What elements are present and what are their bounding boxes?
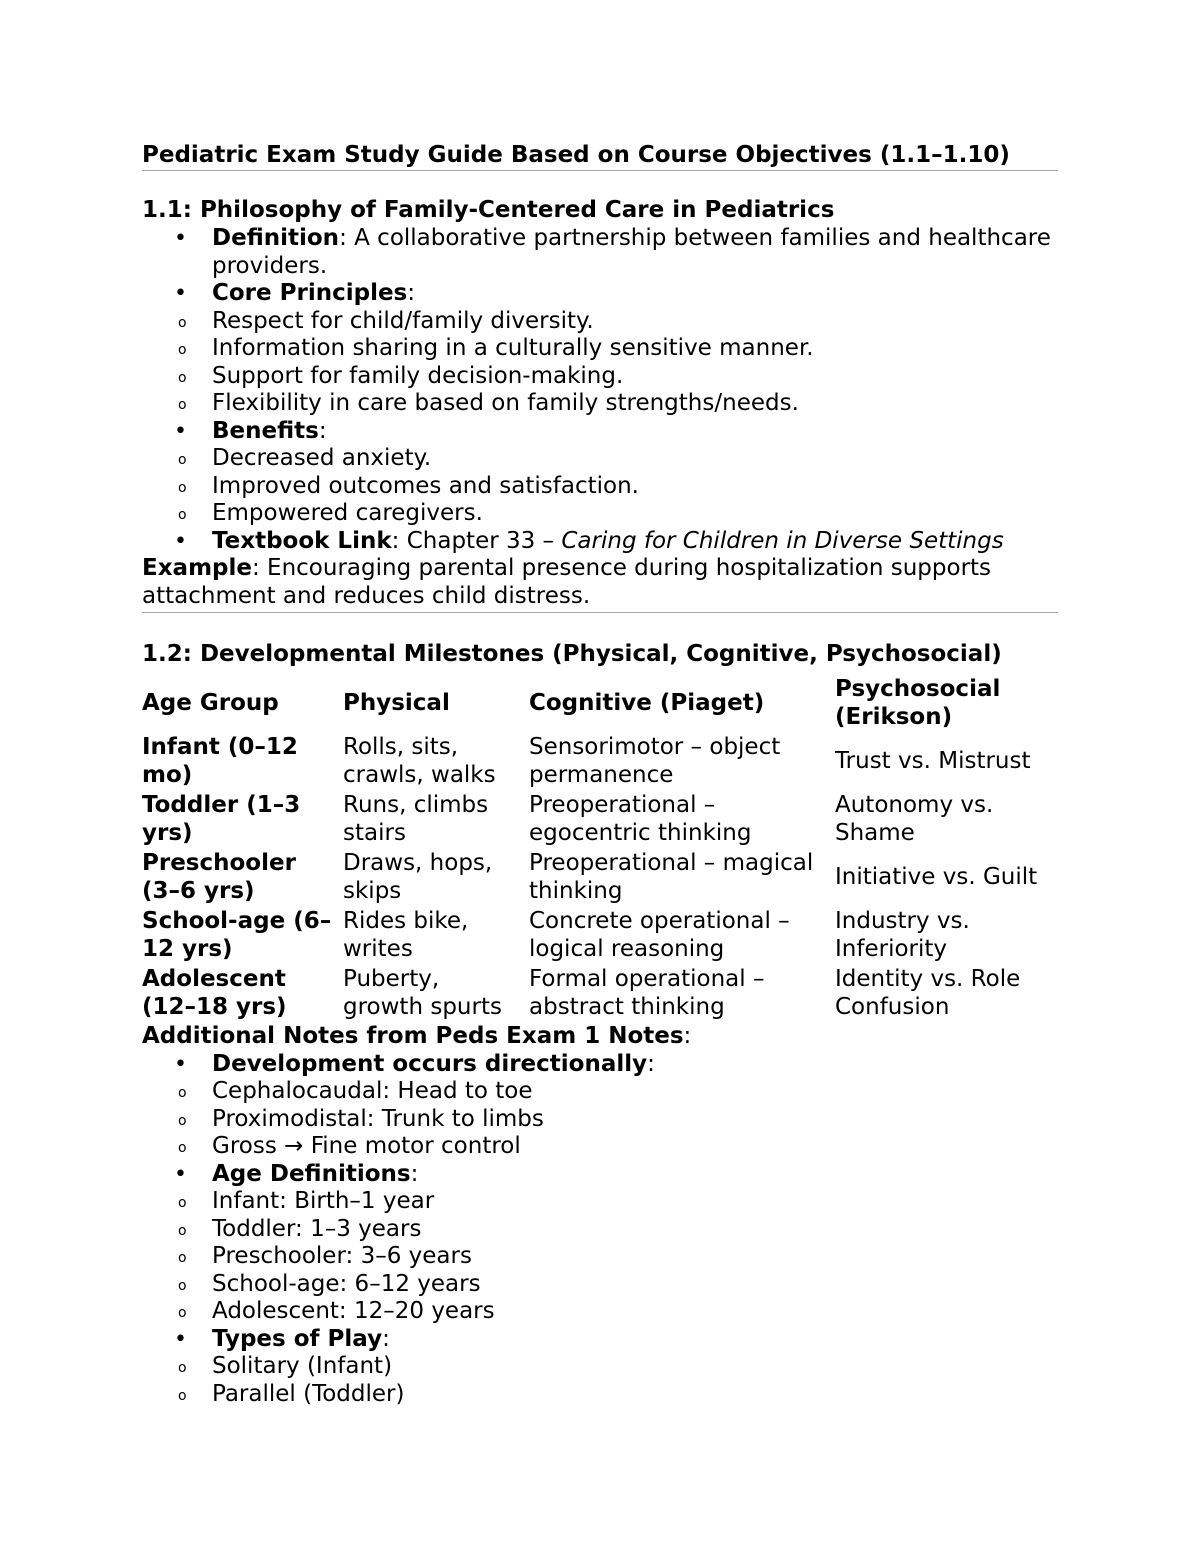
- core-principles-sublist: [142, 308, 1058, 418]
- table-row: [142, 965, 1058, 1023]
- table-cell: Initiative vs. Guilt: [835, 864, 1038, 890]
- textbook-link-label: Textbook Link: [212, 527, 392, 554]
- table-cell: Draws, hops, skips: [343, 850, 493, 904]
- age-definitions-label: Age Definitions: [212, 1160, 411, 1187]
- definition-item: [142, 225, 1058, 280]
- types-of-play-sublist: [142, 1353, 1058, 1408]
- principle-item: o Information sharing in a culturally sensitive manner.: [142, 335, 1058, 363]
- benefits-item: [142, 418, 1058, 528]
- table-cell: Formal operational – abstract thinking: [529, 966, 765, 1020]
- development-direction-colon: :: [647, 1050, 655, 1077]
- additional-notes-colon: :: [683, 1023, 692, 1049]
- benefits-label: Benefits: [212, 417, 319, 444]
- development-direction-label: Development occurs directionally: [212, 1050, 648, 1077]
- types-of-play-item: [142, 1326, 1058, 1409]
- table-row: [142, 733, 1058, 791]
- age-definitions-sublist: [142, 1188, 1058, 1326]
- table-cell-age: School-age (6–12 yrs): [142, 908, 332, 962]
- table-row: [142, 791, 1058, 849]
- table-cell-age: Adolescent (12–18 yrs): [142, 966, 287, 1020]
- table-row: [142, 907, 1058, 965]
- example-paragraph: [142, 555, 1058, 610]
- textbook-chapter-title: Caring for Children in Diverse Settings: [561, 527, 1004, 554]
- development-direction-item: [142, 1051, 1058, 1161]
- age-definition-item: o Toddler: 1–3 years: [142, 1216, 1058, 1244]
- table-cell: Preoperational – magical thinking: [529, 850, 814, 904]
- principle-item: o Flexibility in care based on family strengths/needs.: [142, 390, 1058, 418]
- table-cell: Identity vs. Role Confusion: [835, 966, 1021, 1020]
- principle-item: o Support for family decision-making.: [142, 363, 1058, 391]
- table-header-cell: Psychosocial (Erikson): [835, 676, 1001, 730]
- textbook-link-item: [142, 528, 1058, 556]
- table-header-cell: Age Group: [142, 690, 279, 716]
- table-cell: Concrete operational – logical reasoning: [529, 908, 790, 962]
- additional-notes-heading: [142, 1023, 1058, 1051]
- core-principles-item: [142, 280, 1058, 418]
- benefit-item: o Decreased anxiety.: [142, 445, 1058, 473]
- section-1-2-heading: 1.2: Developmental Milestones (Physical, Cognitive, Psychosocial): [142, 641, 1002, 667]
- definition-text: : A collaborative partnership between families and healthcare providers.: [212, 225, 1051, 279]
- milestones-table: [142, 675, 1058, 1023]
- table-header-cell: Physical: [343, 690, 450, 716]
- benefits-colon: :: [318, 417, 327, 444]
- play-type-item: o Solitary (Infant): [142, 1353, 1058, 1381]
- development-direction-sublist: [142, 1078, 1058, 1161]
- table-cell: Rolls, sits, crawls, walks: [343, 734, 496, 788]
- benefits-sublist: [142, 445, 1058, 528]
- example-label: Example: [142, 555, 252, 581]
- table-cell: Autonomy vs. Shame: [835, 792, 994, 846]
- additional-notes-label: Additional Notes from Peds Exam 1 Notes: [142, 1023, 684, 1049]
- textbook-link-prefix: : Chapter 33 –: [391, 527, 562, 554]
- additional-notes-list: [142, 1051, 1058, 1409]
- age-definition-item: o Infant: Birth–1 year: [142, 1188, 1058, 1216]
- table-header-row: [142, 675, 1058, 733]
- section-1-1-heading: 1.1: Philosophy of Family-Centered Care in Pediatrics: [142, 197, 835, 223]
- core-principles-label: Core Principles: [212, 280, 408, 306]
- table-cell: Runs, climbs stairs: [343, 792, 489, 846]
- table-cell: Preoperational – egocentric thinking: [529, 792, 752, 846]
- age-definitions-colon: :: [410, 1160, 419, 1187]
- play-type-item: o Parallel (Toddler): [142, 1381, 1058, 1409]
- table-cell: Trust vs. Mistrust: [835, 748, 1031, 774]
- types-of-play-label: Types of Play: [212, 1325, 383, 1352]
- table-header-cell: Cognitive (Piaget): [529, 690, 765, 716]
- table-cell-age: Preschooler (3–6 yrs): [142, 850, 296, 904]
- age-definition-item: o School-age: 6–12 years: [142, 1271, 1058, 1299]
- age-definition-item: o Preschooler: 3–6 years: [142, 1243, 1058, 1271]
- definition-label: Definition: [212, 225, 340, 251]
- age-definition-item: o Adolescent: 12–20 years: [142, 1298, 1058, 1326]
- benefit-item: o Empowered caregivers.: [142, 500, 1058, 528]
- benefit-item: o Improved outcomes and satisfaction.: [142, 473, 1058, 501]
- table-cell-age: Infant (0–12 mo): [142, 734, 298, 788]
- table-row: [142, 849, 1058, 907]
- direction-item: o Gross → Fine motor control: [142, 1133, 1058, 1161]
- table-cell: Rides bike, writes: [343, 908, 469, 962]
- table-cell: Puberty, growth spurts: [343, 966, 502, 1020]
- table-cell-age: Toddler (1–3 yrs): [142, 792, 301, 846]
- document-title: Pediatric Exam Study Guide Based on Course Objectives (1.1–1.10): [142, 142, 1010, 168]
- core-principles-colon: :: [407, 280, 415, 306]
- principle-item: o Respect for child/family diversity.: [142, 308, 1058, 336]
- direction-item: o Proximodistal: Trunk to limbs: [142, 1106, 1058, 1134]
- document-page: [142, 140, 1058, 1408]
- section-1-1-list: [142, 225, 1058, 555]
- example-text: : Encouraging parental presence during hospitalization supports attachment and reduces child distress.: [142, 555, 992, 609]
- table-cell: Industry vs. Inferiority: [835, 908, 970, 962]
- age-definitions-item: [142, 1161, 1058, 1326]
- types-of-play-colon: :: [382, 1325, 390, 1352]
- table-cell: Sensorimotor – object permanence: [529, 734, 781, 788]
- direction-item: o Cephalocaudal: Head to toe: [142, 1078, 1058, 1106]
